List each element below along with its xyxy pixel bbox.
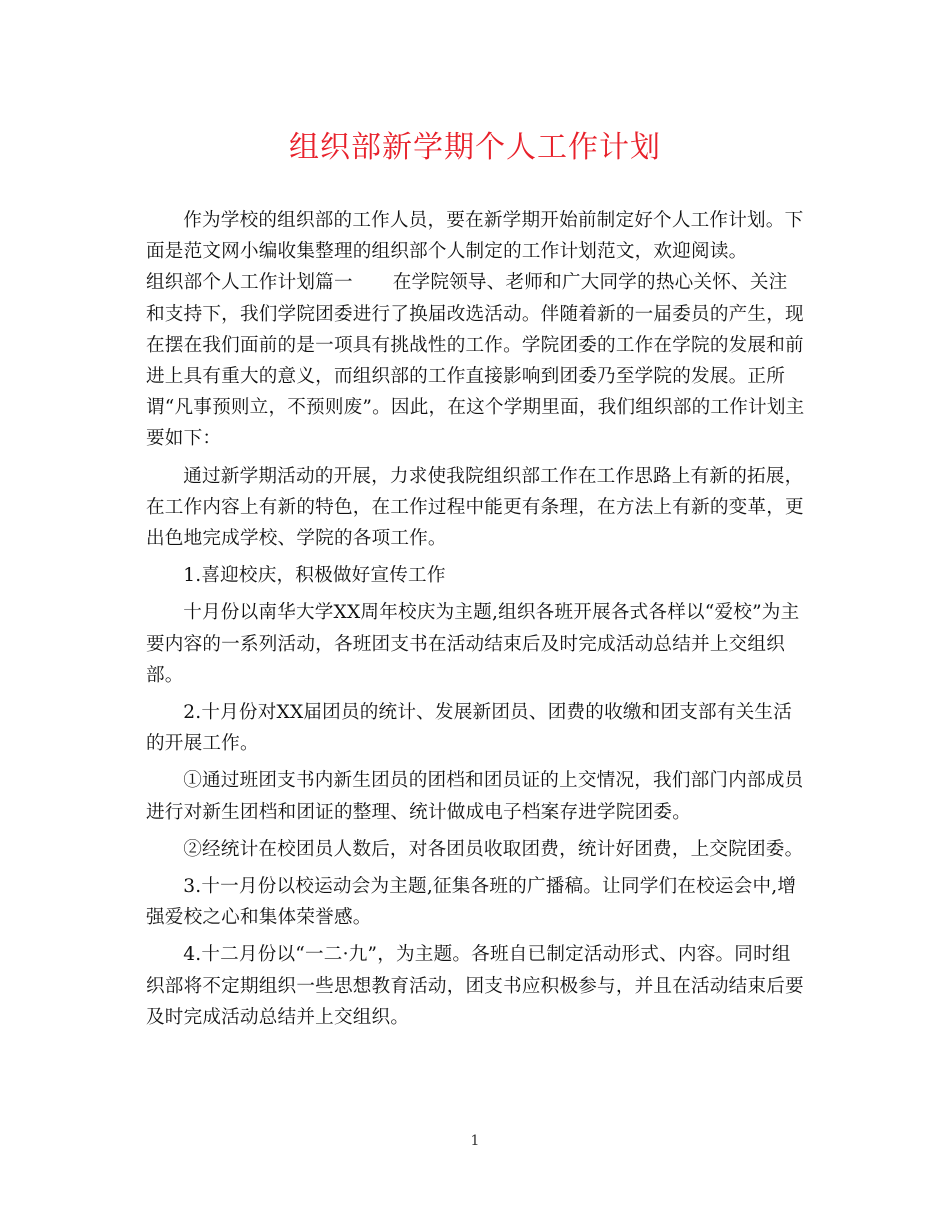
item4-paragraph: 4.十二月份以“一二·九”，为主题。各班自已制定活动形式、内容。同时组织部将不定期组织一些思想教育活动，团支书应积极参与，并且在活动结束后要及时完成活动总结并上交组织。 <box>146 944 804 1028</box>
page-number: 1 <box>470 1133 480 1149</box>
section-paragraph <box>146 267 806 454</box>
document-body <box>146 205 806 1033</box>
item1-body: 十月份以南华大学XX周年校庆为主题,组织各班开展各式各样以“爱校”为主要内容的一系列活动，各班团支书在活动结束后及时完成活动总结并上交组织部。 <box>146 602 800 686</box>
item2-paragraph: 2.十月份对XX届团员的统计、发展新团员、团费的收缴和团支部有关生活的开展工作。 <box>146 702 793 755</box>
item3-paragraph: 3.十一月份以校运动会为主题,征集各班的广播稿。让同学们在校运会中,增强爱校之心和集体荣誉感。 <box>146 876 797 929</box>
document-title: 组织部新学期个人工作计划 <box>289 130 661 165</box>
item2-sub2-paragraph: ②经统计在校团员人数后，对各团员收取团费，统计好团费，上交院团委。 <box>183 838 804 860</box>
intro-paragraph: 作为学校的组织部的工作人员，要在新学期开始前制定好个人工作计划。下面是范文网小编收集整理的组织部个人制定的工作计划范文，欢迎阅读。 <box>146 210 804 263</box>
section-heading: 组织部个人工作计划篇一 <box>146 272 353 294</box>
item1-heading: 1.喜迎校庆，积极做好宣传工作 <box>183 565 446 587</box>
goal-paragraph: 通过新学期活动的开展，力求使我院组织部工作在工作思路上有新的拓展，在工作内容上有新的特色，在工作过程中能更有条理，在方法上有新的变革，更出色地完成学校、学院的各项工作。 <box>146 465 804 550</box>
section-lead: 在学院领导、老师和广大同学的热心关怀、关注和支持下，我们学院团委进行了换届改选活动。伴随着新的一届委员的产生，现在摆在我们面前的是一项具有挑战性的工作。学院团委的工作在学院的发展和前进上具有重大的意义，而组织部的工作直接影响到团委乃至学院的发展。正所谓“凡事预则立，不预则废”。因此，在这个学期里面，我们组织部的工作计划主要如下： <box>146 272 805 450</box>
item2-sub1-paragraph: ①通过班团支书内新生团员的团档和团员证的上交情况，我们部门内部成员进行对新生团档和团证的整理、统计做成电子档案存进学院团委。 <box>146 770 804 823</box>
